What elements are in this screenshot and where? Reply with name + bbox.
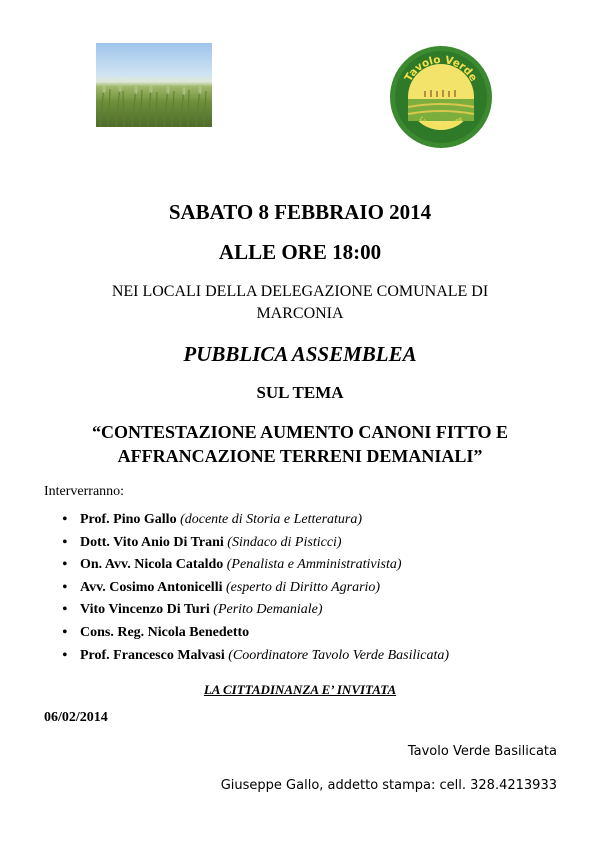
- list-item: [60, 602, 449, 625]
- tavolo-verde-logo: [389, 45, 493, 149]
- speaker-name: Cons. Reg. Nicola Benedetto: [80, 624, 250, 640]
- location-line-2: MARCONIA: [256, 305, 344, 322]
- speaker-name: Dott. Vito Anio Di Trani: [80, 534, 224, 550]
- event-day: SABATO 8 FEBBRAIO 2014: [168, 200, 432, 224]
- speaker-role: (Coordinatore Tavolo Verde Basilicata): [228, 647, 450, 663]
- document-date: 06/02/2014: [44, 710, 108, 725]
- list-item: [60, 580, 449, 603]
- logo-bottom-text: La terra si batte: [417, 115, 465, 131]
- invitation-text: LA CITTADINANZA E’ INVITATA: [203, 682, 397, 697]
- speaker-name: Prof. Francesco Malvasi: [80, 647, 225, 663]
- list-item: [60, 625, 449, 648]
- speakers-list: [60, 512, 449, 670]
- logo-top-text: Tavolo Verde: [402, 53, 480, 84]
- speaker-name: Avv. Cosimo Antonicelli: [80, 579, 223, 595]
- topic-line-2: AFFRANCAZIONE TERRENI DEMANIALI”: [117, 446, 483, 466]
- organization-name: Tavolo Verde Basilicata: [407, 744, 557, 759]
- speaker-role: (esperto di Diritto Agrario): [225, 579, 381, 595]
- topic-line-1: “CONTESTAZIONE AUMENTO CANONI FITTO E: [91, 422, 509, 442]
- speaker-name: On. Avv. Nicola Cataldo: [80, 557, 224, 573]
- speakers-intro: Interverranno:: [44, 484, 125, 499]
- list-item: [60, 557, 449, 580]
- speaker-role: (Penalista e Amministrativista): [226, 557, 402, 573]
- list-item: [60, 648, 449, 671]
- speaker-role: (Perito Demaniale): [213, 602, 323, 618]
- location-line-1: NEI LOCALI DELLA DELEGAZIONE COMUNALE DI: [111, 283, 489, 300]
- list-item: [60, 512, 449, 535]
- speaker-role: (docente di Storia e Letteratura): [180, 512, 363, 527]
- speaker-name: Vito Vincenzo Di Turi: [80, 602, 210, 618]
- event-type: PUBBLICA ASSEMBLEA: [183, 342, 417, 366]
- event-time: ALLE ORE 18:00: [218, 240, 382, 264]
- speaker-name: Prof. Pino Gallo: [80, 512, 177, 527]
- wheat-field-photo: [96, 43, 212, 127]
- speaker-role: (Sindaco di Pisticci): [227, 534, 342, 550]
- press-contact: Giuseppe Gallo, addetto stampa: cell. 328.4213933: [220, 778, 557, 793]
- event-subtitle: SUL TEMA: [256, 383, 344, 402]
- list-item: [60, 535, 449, 558]
